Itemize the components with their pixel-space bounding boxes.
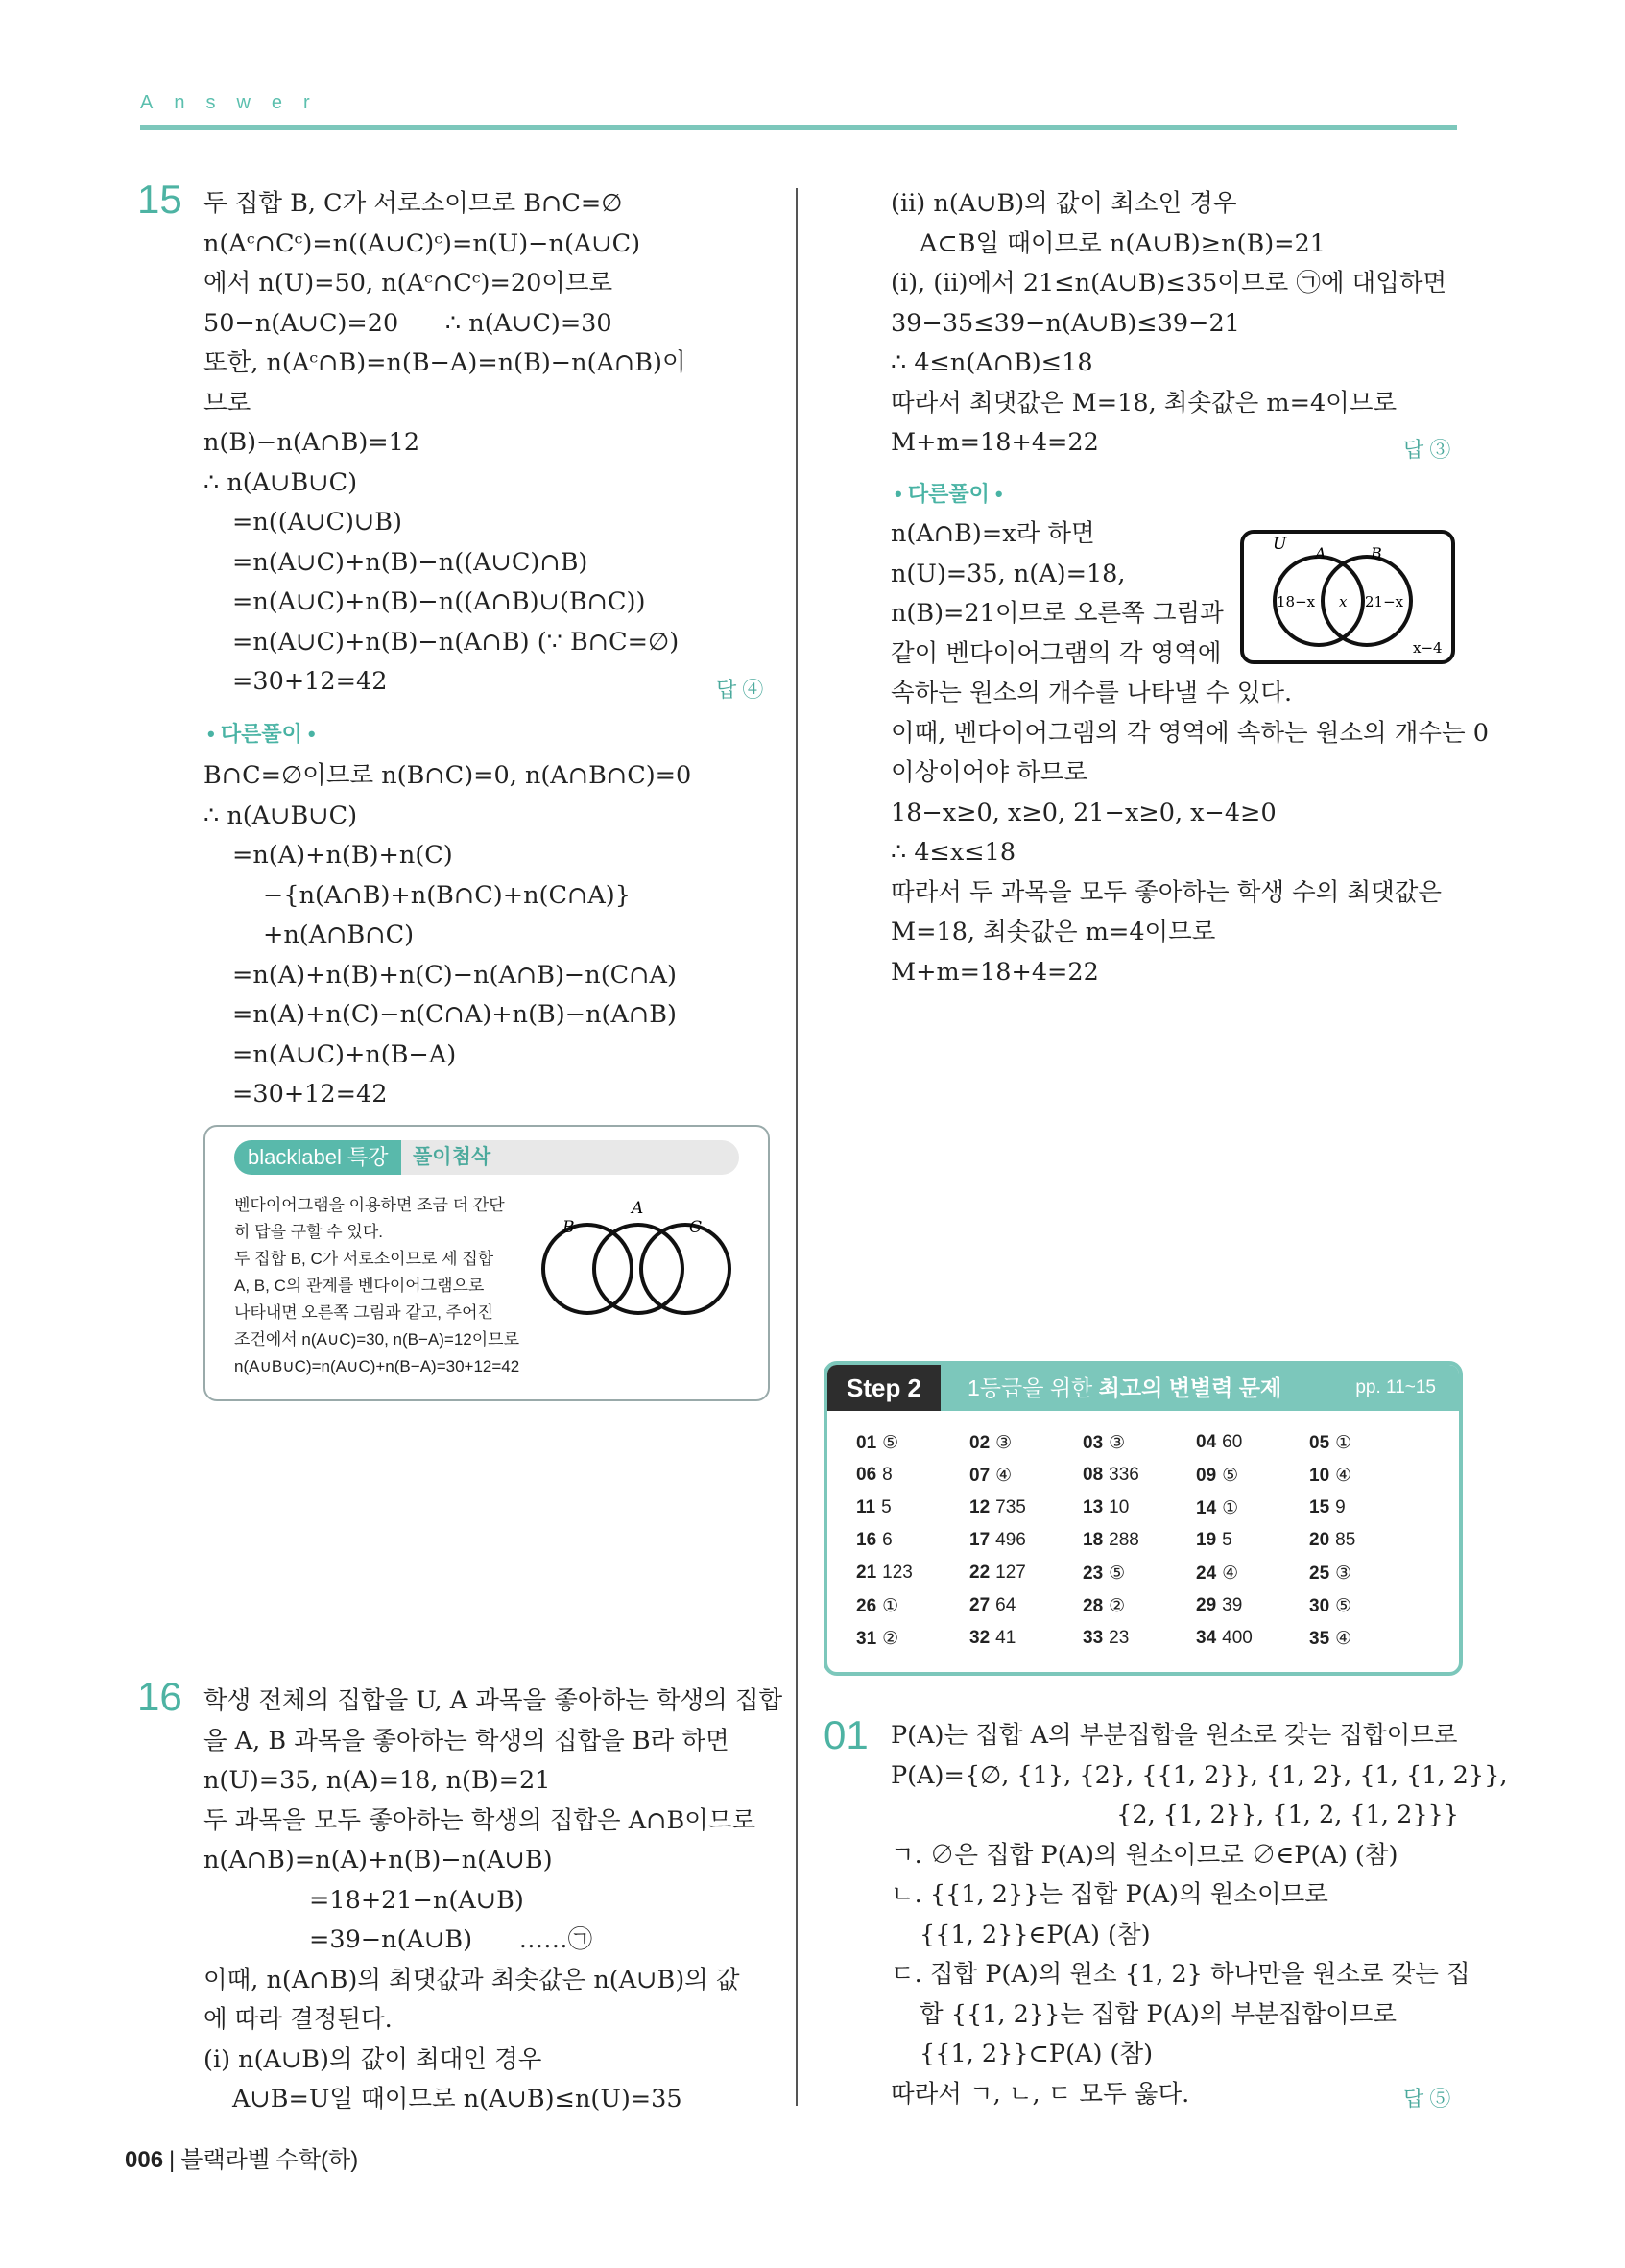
step2-answer-value: 60: [1222, 1432, 1243, 1452]
step2-answer-value: ④: [1335, 1629, 1352, 1649]
step2-answer-value: 123: [882, 1563, 913, 1583]
step2-answer-number: 28: [1083, 1596, 1104, 1616]
step2-answer-item: [1196, 1628, 1253, 1649]
q15-right-alt-line: 따라서 두 과목을 모두 좋아하는 학생 수의 최댓값은: [891, 877, 1443, 907]
q15-line: 에서 n(U)=50, n(Aᶜ∩Cᶜ)=20이므로: [203, 269, 613, 298]
step2-answer-item: [1083, 1432, 1125, 1454]
step2-answer-number: 07: [969, 1466, 991, 1486]
step2-answer-item: [856, 1628, 898, 1650]
step2-answer-value: ③: [995, 1433, 1013, 1453]
step2-answer-value: ②: [1109, 1596, 1126, 1616]
step2-answer-value: ①: [882, 1596, 899, 1616]
step2-answer-item: [969, 1497, 1026, 1518]
step2-answer-value: ④: [1335, 1466, 1352, 1486]
q15-right-alt-line: 속하는 원소의 개수를 나타낼 수 있다.: [891, 679, 1293, 707]
venn-region-b-only: 21−x: [1365, 593, 1404, 610]
q15-right-alt-line: M+m=18+4=22: [891, 957, 1099, 987]
q15-line: 므로: [203, 388, 251, 418]
q01-line: {{1, 2}}⊂P(A) (참): [920, 2040, 1154, 2068]
step2-answer-box: [824, 1361, 1463, 1676]
blacklabel-text-line: 두 집합 B, C가 서로소이므로 세 집합: [234, 1250, 494, 1268]
step2-answer-value: 10: [1109, 1497, 1130, 1517]
blacklabel-text-line: 조건에서 n(A∪C)=30, n(B−A)=12이므로: [234, 1330, 520, 1349]
step2-answer-number: 34: [1196, 1628, 1217, 1648]
step2-answer-value: ①: [1222, 1498, 1239, 1518]
step2-subtitle: [968, 1365, 1281, 1411]
q15-line: 50−n(A∪C)=20 ∴ n(A∪C)=30: [203, 308, 612, 338]
q15-cont-line: (ⅱ) n(A∪B)의 값이 최소인 경우: [891, 189, 1237, 218]
step2-answer-number: 12: [969, 1497, 991, 1517]
q01-line: ㄴ. {{1, 2}}는 집합 P(A)의 원소이므로: [891, 1880, 1328, 1909]
problem-number-15: 15: [137, 177, 182, 222]
step2-answer-number: 18: [1083, 1530, 1104, 1550]
q15-right-alt-line: M=18, 최솟값은 m=4이므로: [891, 918, 1216, 946]
step2-answer-number: 01: [856, 1433, 877, 1453]
q15-alt-line: B∩C=∅이므로 n(B∩C)=0, n(A∩B∩C)=0: [203, 761, 692, 790]
step2-answer-value: 336: [1109, 1465, 1139, 1485]
problem-number-16: 16: [137, 1674, 182, 1719]
venn-label-b: B: [562, 1218, 575, 1237]
step2-answer-item: [1196, 1563, 1238, 1585]
q01-line: {2, {1, 2}}, {1, 2, {1, 2}}}: [1116, 1801, 1459, 1829]
blacklabel-title: blacklabel 특강: [234, 1140, 401, 1175]
q15-alt-solution: [203, 756, 691, 1115]
step2-answer-number: 04: [1196, 1432, 1217, 1452]
q15-venn-diagram: [1240, 528, 1457, 666]
book-title: 블랙라벨 수학(하): [180, 2147, 359, 2173]
step2-answer-number: 06: [856, 1465, 877, 1485]
q16-solution: [203, 1682, 782, 2120]
step2-answer-value: ⑤: [1109, 1564, 1126, 1584]
q15-line: =n(A∪C)+n(B)−n((A∩B)∪(B∩C)): [232, 587, 646, 616]
step2-answer-number: 05: [1309, 1433, 1330, 1453]
q16-line: 에 따라 결정된다.: [203, 2005, 393, 2034]
venn-region-outside: x−4: [1413, 639, 1443, 657]
step2-subtitle-pre: 1등급을 위한: [968, 1375, 1099, 1400]
step2-answer-number: 22: [969, 1563, 991, 1583]
step2-answer-value: 496: [995, 1530, 1026, 1550]
step2-answer-value: 39: [1222, 1595, 1243, 1615]
blacklabel-text: [234, 1192, 541, 1380]
q15-cont-line: 39−35≤39−n(A∪B)≤39−21: [891, 308, 1240, 338]
step2-answer-value: ④: [1222, 1564, 1239, 1584]
step2-answer-item: [1196, 1595, 1242, 1616]
step2-answer-value: 735: [995, 1497, 1026, 1517]
q15-line: n(Aᶜ∩Cᶜ)=n((A∪C)ᶜ)=n(U)−n(A∪C): [203, 228, 641, 258]
venn-label-c: C: [689, 1218, 703, 1237]
q01-line: P(A)={∅, {1}, {2}, {{1, 2}}, {1, 2}, {1, {1, 2}},: [891, 1760, 1508, 1790]
step2-answer-number: 09: [1196, 1466, 1217, 1486]
q16-line: n(A∩B)=n(A)+n(B)−n(A∪B): [203, 1846, 553, 1874]
q15-right-alt-line: ∴ 4≤x≤18: [891, 838, 1016, 867]
step2-answer-number: 10: [1309, 1466, 1330, 1486]
step2-header: [827, 1365, 1459, 1411]
step2-answer-item: [1083, 1563, 1125, 1585]
q16-line: 이때, n(A∩B)의 최댓값과 최솟값은 n(A∪B)의 값: [203, 1965, 740, 1994]
step2-answer-value: 85: [1335, 1530, 1356, 1550]
step2-answer-item: [969, 1595, 1016, 1616]
step2-pages: pp. 11~15: [1355, 1377, 1436, 1397]
step2-answer-number: 33: [1083, 1628, 1104, 1648]
page-footer: [125, 2140, 358, 2174]
step2-answer-item: [1309, 1432, 1351, 1454]
step2-answer-number: 21: [856, 1563, 877, 1583]
blacklabel-subtitle: 풀이첨삭: [413, 1146, 491, 1168]
step2-answer-number: 16: [856, 1530, 877, 1550]
header-label: Answer: [140, 92, 331, 113]
q15-cont-line: 따라서 최댓값은 M=18, 최솟값은 m=4이므로: [891, 388, 1398, 418]
q15-line: =n(A∪C)+n(B)−n(A∩B) (∵ B∩C=∅): [232, 627, 680, 657]
blacklabel-text-line: 벤다이어그램을 이용하면 조금 더 간단: [234, 1196, 505, 1214]
step2-answer-item: [856, 1432, 898, 1454]
q15-right-alt-line: n(A∩B)=x라 하면: [891, 519, 1095, 548]
step2-subtitle-bold: 최고의 변별력 문제: [1098, 1375, 1282, 1400]
q15-right-answer: 답 ③: [1403, 438, 1451, 462]
step2-answer-number: 13: [1083, 1497, 1104, 1517]
q15-right-alt-line: 18−x≥0, x≥0, 21−x≥0, x−4≥0: [891, 798, 1277, 827]
q15-alt-label: • 다른풀이 •: [207, 722, 316, 746]
step2-answer-number: 26: [856, 1596, 877, 1616]
step2-answer-value: 23: [1109, 1628, 1130, 1648]
step2-answer-number: 23: [1083, 1564, 1104, 1584]
q15-right-alt-line: n(B)=21이므로 오른쪽 그림과: [891, 599, 1224, 628]
step2-answer-number: 30: [1309, 1596, 1330, 1616]
venn-region-intersection: x: [1339, 593, 1348, 610]
step2-answer-number: 11: [856, 1497, 876, 1517]
column-divider: [796, 188, 798, 2106]
step2-answer-value: ⑤: [1335, 1596, 1352, 1616]
step2-answer-value: ③: [1335, 1564, 1352, 1584]
page-number: 006: [125, 2147, 164, 2173]
blacklabel-tab: [234, 1140, 739, 1175]
q01-line: {{1, 2}}∈P(A) (참): [920, 1920, 1151, 1949]
step2-answer-value: ⑤: [1222, 1466, 1239, 1486]
q15-alt-line: −{n(A∩B)+n(B∩C)+n(C∩A)}: [263, 880, 631, 910]
step2-answer-value: ③: [1109, 1433, 1126, 1453]
q15-line: ∴ n(A∪B∪C): [203, 467, 358, 497]
step2-answer-value: 41: [995, 1628, 1016, 1648]
q15-line: =n((A∪C)∪B): [232, 508, 402, 537]
venn-circle-a: [594, 1225, 682, 1313]
step2-answer-item: [1083, 1595, 1125, 1617]
step2-answer-number: 25: [1309, 1564, 1330, 1584]
step2-answer-value: ②: [882, 1629, 899, 1649]
q15-cont-line: A⊂B일 때이므로 n(A∪B)≥n(B)=21: [920, 228, 1326, 258]
step2-answer-number: 17: [969, 1530, 991, 1550]
q16-line: =39−n(A∪B) ……㉠: [309, 1925, 593, 1954]
step2-answer-item: [856, 1465, 893, 1486]
q15-alt-line: +n(A∩B∩C): [263, 920, 415, 949]
step2-answer-item: [1083, 1497, 1129, 1518]
q01-line: P(A)는 집합 A의 부분집합을 원소로 갖는 집합이므로: [891, 1721, 1458, 1750]
step2-answer-item: [969, 1432, 1012, 1454]
step2-answer-number: 24: [1196, 1564, 1217, 1584]
step2-answer-value: ①: [1335, 1433, 1352, 1453]
q15-line: n(B)−n(A∩B)=12: [203, 428, 420, 457]
step2-answer-item: [1309, 1595, 1351, 1617]
step2-answer-item: [1083, 1628, 1129, 1649]
step2-answer-item: [1196, 1530, 1232, 1551]
q16-line: 두 과목을 모두 좋아하는 학생의 집합은 A∩B이므로: [203, 1805, 756, 1835]
q01-solution: [891, 1716, 1507, 2114]
step2-answer-number: 03: [1083, 1433, 1104, 1453]
q15-right-alt-line: n(U)=35, n(A)=18,: [891, 559, 1126, 588]
step2-answer-value: 8: [882, 1465, 893, 1485]
step2-answer-number: 19: [1196, 1530, 1217, 1550]
blacklabel-text-line: 히 답을 구할 수 있다.: [234, 1223, 383, 1241]
venn-circle-c: [641, 1225, 729, 1313]
q15-answer: 답 ④: [716, 678, 764, 702]
q15-cont-line: M+m=18+4=22: [891, 428, 1099, 457]
q15-line: =n(A∪C)+n(B)−n((A∪C)∩B): [232, 547, 588, 577]
step2-answer-item: [1309, 1497, 1346, 1518]
q15-continued: [891, 184, 1446, 464]
step2-answer-item: [1083, 1530, 1139, 1551]
venn-label-u: U: [1273, 535, 1287, 554]
step2-answer-number: 08: [1083, 1465, 1104, 1485]
step2-answer-number: 27: [969, 1595, 991, 1615]
q15-line: 두 집합 B, C가 서로소이므로 B∩C=∅: [203, 189, 623, 218]
step2-answer-number: 31: [856, 1629, 877, 1649]
step2-answer-item: [1309, 1530, 1355, 1551]
step2-answer-item: [856, 1497, 892, 1518]
q15-alt-line: =n(A)+n(B)+n(C): [232, 841, 453, 870]
step2-answer-number: 35: [1309, 1629, 1330, 1649]
q16-line: 을 A, B 과목을 좋아하는 학생의 집합을 B라 하면: [203, 1726, 729, 1755]
problem-number-01: 01: [824, 1712, 869, 1757]
step2-answer-item: [856, 1530, 893, 1551]
q01-answer: 답 ⑤: [1403, 2087, 1451, 2111]
q15-alt-line: =30+12=42: [232, 1080, 388, 1109]
q15-right-alt-label: • 다른풀이 •: [895, 482, 1003, 506]
step2-answer-item: [1196, 1497, 1238, 1519]
q15-alt-line: ∴ n(A∪B∪C): [203, 800, 358, 830]
venn-region-a-only: 18−x: [1277, 593, 1316, 610]
q15-alt-line: =n(A∪C)+n(B−A): [232, 1039, 457, 1069]
venn-label-a: A: [632, 1199, 644, 1218]
q15-right-alt-line: 이상이어야 하므로: [891, 758, 1088, 787]
step2-answer-value: 64: [995, 1595, 1016, 1615]
step2-answer-value: ⑤: [882, 1433, 899, 1453]
q16-line: 학생 전체의 집합을 U, A 과목을 좋아하는 학생의 집합: [203, 1686, 783, 1715]
step2-answer-value: 5: [1222, 1530, 1232, 1550]
q01-line: 따라서 ㄱ, ㄴ, ㄷ 모두 옳다.: [891, 2079, 1190, 2109]
q15-right-alt-line: 이때, 벤다이어그램의 각 영역에 속하는 원소의 개수는 0: [891, 718, 1489, 748]
q01-line: 합 {{1, 2}}는 집합 P(A)의 부분집합이므로: [920, 1999, 1398, 2029]
blacklabel-text-line: n(A∪B∪C)=n(A∪C)+n(B−A)=30+12=42: [234, 1357, 520, 1375]
step2-answer-item: [1196, 1432, 1242, 1453]
step2-answer-item: [856, 1595, 898, 1617]
q01-line: ㄷ. 집합 P(A)의 원소 {1, 2} 하나만을 원소로 갖는 집: [891, 1960, 1470, 1989]
step2-answer-number: 02: [969, 1433, 991, 1453]
blacklabel-box: [203, 1125, 770, 1401]
q16-line: (ⅰ) n(A∪B)의 값이 최대인 경우: [203, 2044, 542, 2074]
blacklabel-venn-diagram: [528, 1184, 749, 1328]
q15-solution: [203, 184, 686, 703]
step2-answer-value: 6: [882, 1530, 893, 1550]
step2-answer-item: [1196, 1465, 1238, 1487]
step2-answer-value: 288: [1109, 1530, 1139, 1550]
step2-answer-item: [1309, 1563, 1351, 1585]
q15-line: 또한, n(Aᶜ∩B)=n(B−A)=n(B)−n(A∩B)이: [203, 348, 686, 377]
step2-tag: Step 2: [827, 1365, 941, 1411]
q01-line: ㄱ. ∅은 집합 P(A)의 원소이므로 ∅∈P(A) (참): [891, 1840, 1398, 1870]
q16-line: A∪B=U일 때이므로 n(A∪B)≤n(U)=35: [232, 2085, 682, 2113]
step2-answer-item: [1309, 1465, 1351, 1487]
step2-answer-value: 127: [995, 1563, 1026, 1583]
step2-answer-item: [969, 1563, 1026, 1584]
step2-answer-item: [969, 1465, 1012, 1487]
venn-label-a: A: [1315, 544, 1326, 562]
step2-answer-item: [856, 1563, 913, 1584]
q15-line: =30+12=42: [232, 667, 388, 696]
footer-separator: |: [169, 2147, 176, 2173]
step2-answer-number: 20: [1309, 1530, 1330, 1550]
step2-answer-value: ④: [995, 1466, 1013, 1486]
venn-label-b: B: [1371, 544, 1382, 562]
q15-alt-line: =n(A)+n(B)+n(C)−n(A∩B)−n(C∩A): [232, 960, 677, 990]
step2-answer-number: 15: [1309, 1497, 1330, 1517]
q15-cont-line: ∴ 4≤n(A∩B)≤18: [891, 348, 1093, 377]
q15-right-alt-line: 같이 벤다이어그램의 각 영역에: [891, 638, 1222, 668]
q15-cont-line: (ⅰ), (ⅱ)에서 21≤n(A∪B)≤35이므로 ㉠에 대입하면: [891, 269, 1447, 298]
step2-answer-number: 14: [1196, 1498, 1217, 1518]
q15-alt-line: =n(A)+n(C)−n(C∩A)+n(B)−n(A∩B): [232, 1000, 677, 1029]
step2-answer-item: [1309, 1628, 1351, 1650]
venn-circle-b: [543, 1225, 632, 1313]
step2-answer-value: 9: [1335, 1497, 1346, 1517]
step2-answer-item: [969, 1530, 1026, 1551]
header-rule: [140, 125, 1457, 130]
step2-answer-item: [1083, 1465, 1139, 1486]
step2-answer-number: 32: [969, 1628, 991, 1648]
q16-line: =18+21−n(A∪B): [309, 1885, 524, 1915]
q16-line: n(U)=35, n(A)=18, n(B)=21: [203, 1766, 551, 1795]
blacklabel-text-line: 나타내면 오른쪽 그림과 같고, 주어진: [234, 1303, 493, 1322]
step2-answer-value: 400: [1222, 1628, 1253, 1648]
step2-answer-item: [969, 1628, 1016, 1649]
blacklabel-text-line: A, B, C의 관계를 벤다이어그램으로: [234, 1277, 485, 1295]
step2-answer-value: 5: [881, 1497, 892, 1517]
step2-answer-number: 29: [1196, 1595, 1217, 1615]
